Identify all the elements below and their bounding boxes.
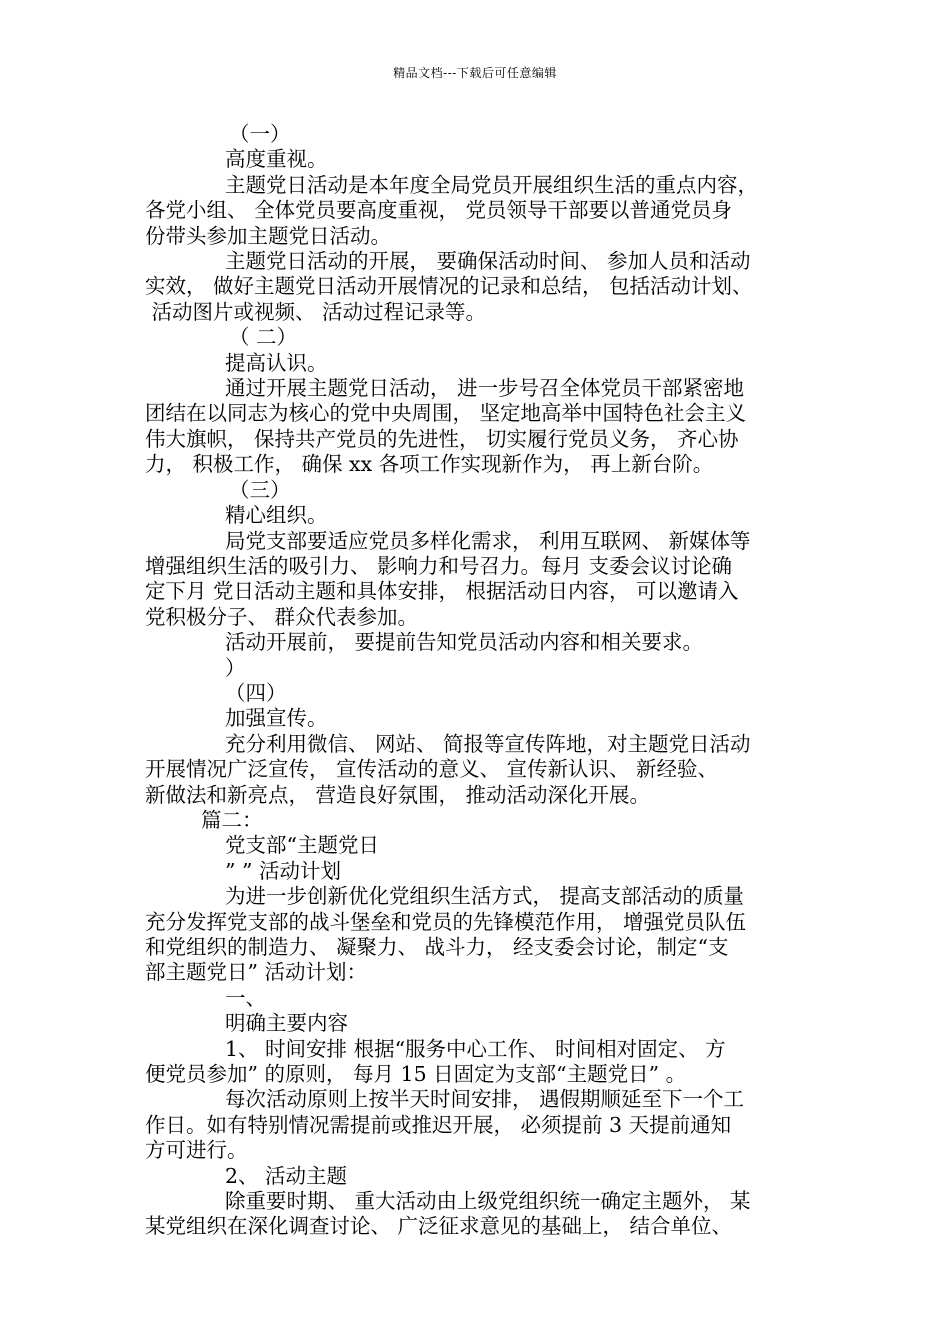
paragraph-line: 新做法和新亮点， 营造良好氛围， 推动活动深化开展。 (145, 782, 651, 807)
section-heading: 精心组织。 (225, 503, 328, 528)
paragraph-line: 和党组织的制造力、 凝聚力、 战斗力， 经支委会讨论，制定“支 (145, 935, 729, 959)
paragraph-line: 方可进行。 (145, 1138, 248, 1163)
paragraph-line: 1、 时间安排 根据“服务中心工作、 时间相对固定、 方 (225, 1036, 726, 1061)
paragraph-line: 团结在以同志为核心的党中央周围， 坚定地高举中国特色社会主义 (145, 401, 747, 426)
section-heading: 加强宣传。 (225, 706, 328, 731)
paragraph-line: 各党小组、 全体党员要高度重视， 党员领导干部要以普通党员身 (145, 198, 733, 223)
section-heading: 高度重视。 (225, 147, 328, 172)
paragraph-line: 除重要时期、 重大活动由上级党组织统一确定主题外， 某 (225, 1189, 751, 1214)
paragraph-line: 增强组织生活的吸引力、 影响力和号召力。每月 支委会议讨论确 (145, 553, 733, 578)
paragraph-line: 伟大旗帜， 保持共产党员的先进性， 切实履行党员义务， 齐心协 (145, 426, 739, 451)
paragraph-line: 主题党日活动的开展， 要确保活动时间、 参加人员和活动 (225, 249, 751, 274)
paragraph-line: 作日。如有特别情况需提前或推迟开展， 必须提前 3 天提前通知 (145, 1112, 732, 1137)
paragraph-line: 通过开展主题党日活动， 进一步号召全体党员干部紧密地 (225, 376, 745, 401)
paragraph-line: 力， 积极工作， 确保 xx 各项工作实现新作为， 再上新台阶。 (145, 452, 714, 477)
paragraph-line: 开展情况广泛宣传， 宣传活动的意义、 宣传新认识、 新经验、 (145, 757, 719, 782)
paragraph-line: 局党支部要适应党员多样化需求， 利用互联网、 新媒体等 (225, 528, 751, 553)
paragraph-line: 主题党日活动是本年度全局党员开展组织生活的重点内容， (225, 172, 758, 197)
paragraph-line: 每次活动原则上按半天时间安排， 遇假期顺延至下一个工 (225, 1087, 745, 1112)
paragraph-line: 部主题党日” 活动计划： (145, 960, 367, 985)
section-number: 一、 (225, 985, 266, 1010)
paragraph-line: 充分利用微信、 网站、 简报等宣传阵地，对主题党日活动 (225, 731, 751, 756)
subsection-heading: 2、 活动主题 (225, 1163, 348, 1188)
chapter-title-line: 党支部“主题党日 (225, 833, 379, 858)
paragraph-line: 活动图片或视频、 活动过程记录等。 (145, 299, 487, 324)
paragraph-line: ） (225, 655, 246, 680)
paragraph-line: 党积极分子、 群众代表参加。 (145, 604, 419, 629)
paragraph-line: 便党员参加” 的原则， 每月 15 日固定为支部“主题党日” 。 (145, 1062, 687, 1087)
paragraph-line: 充分发挥党支部的战斗堡垒和党员的先锋模范作用， 增强党员队伍 (145, 909, 747, 934)
document-body (145, 122, 810, 1240)
section-heading: 明确主要内容 (225, 1011, 348, 1036)
paragraph-line: 定下月 党日活动主题和具体安排， 根据活动日内容， 可以邀请入 (145, 579, 739, 604)
chapter-heading: 篇二： (201, 807, 263, 832)
paragraph-line: 为进一步创新优化党组织生活方式， 提高支部活动的质量 (225, 884, 745, 909)
section-heading: 提高认识。 (225, 350, 328, 375)
section-number: （一） (229, 122, 291, 146)
section-number: （四） (225, 680, 287, 705)
page-header: 精品文档---下载后可任意编辑 (393, 66, 557, 80)
chapter-title-line: ” ” 活动计划 (225, 858, 341, 883)
paragraph-line: 某党组织在深化调查讨论、 广泛征求意见的基础上， 结合单位、 (145, 1214, 733, 1239)
section-number: （三） (229, 477, 291, 502)
paragraph-line: 份带头参加主题党日活动。 (145, 223, 391, 248)
section-number: （ 二） (229, 325, 298, 350)
paragraph-line: 实效， 做好主题党日活动开展情况的记录和总结， 包括活动计划、 (145, 274, 753, 299)
paragraph-line: 活动开展前， 要提前告知党员活动内容和相关要求。 (225, 630, 704, 655)
